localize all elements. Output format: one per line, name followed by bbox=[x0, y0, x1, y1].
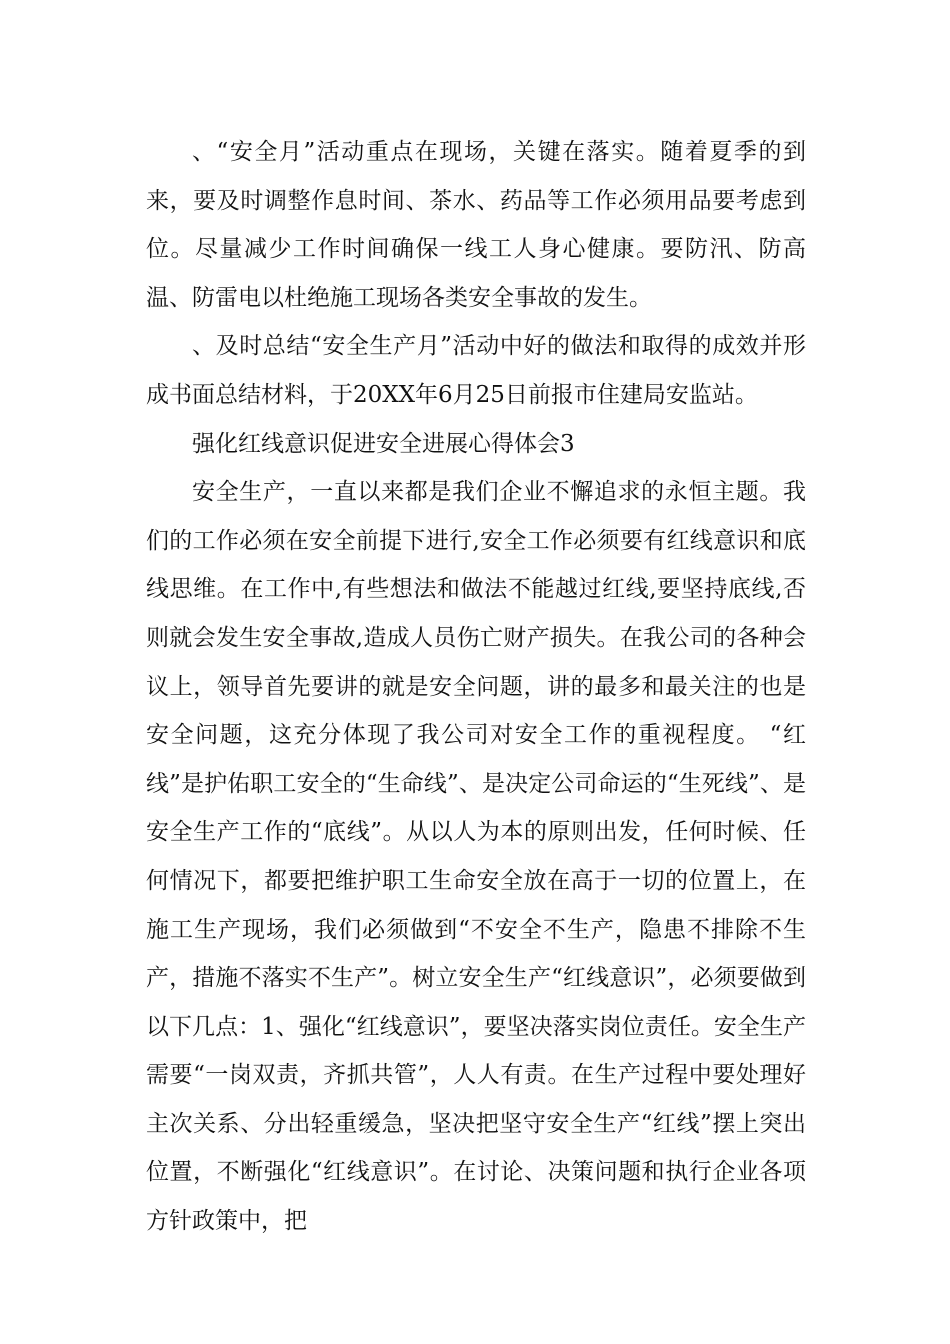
section-heading: 强化红线意识促进安全进展心得体会3 bbox=[192, 430, 575, 457]
paragraph-summary-report: 、及时总结“安全生产月”活动中好的做法和取得的成效并形成书面总结材料，于20XX年6月25日前报市住建局安监站。 bbox=[146, 333, 806, 408]
paragraph-essay-body: 安全生产，一直以来都是我们企业不懈追求的永恒主题。我们的工作必须在安全前提下进行,安全工作必须要有红线意识和底线思维。在工作中,有些想法和做法不能越过红线,要坚持底线,否则就会发生安全事故,造成人员伤亡财产损失。在我公司的各种会议上，领导首先要讲的就是安全问题，讲的最多和最关注的也是安全问题，这充分体现了我公司对安全工作的重视程度。 “红线”是护佑职工安全的“生命线”、是决定公司命运的“生死线”、是安全生产工作的“底线”。从以人为本的原则出发，任何时候、任何情况下，都要把维护职工生命安全放在高于一切的位置上，在施工生产现场，我们必须做到“不安全不生产，隐患不排除不生产，措施不落实不生产”。树立安全生产“红线意识”，必须要做到以下几点：1、强化“红线意识”，要坚决落实岗位责任。安全生产需要“一岗双责，齐抓共管”，人人有责。在生产过程中要处理好主次关系、分出轻重缓急，坚决把坚守安全生产“红线”摆上突出位置，不断强化“红线意识”。在讨论、决策问题和执行企业各项方针政策中，把 bbox=[146, 479, 806, 1235]
document-body bbox=[146, 128, 806, 1246]
paragraph-safety-month-onsite: 、“安全月”活动重点在现场，关键在落实。随着夏季的到来，要及时调整作息时间、茶水、药品等工作必须用品要考虑到位。尽量减少工作时间确保一线工人身心健康。要防汛、防高温、防雷电以杜绝施工现场各类安全事故的发生。 bbox=[146, 139, 806, 311]
